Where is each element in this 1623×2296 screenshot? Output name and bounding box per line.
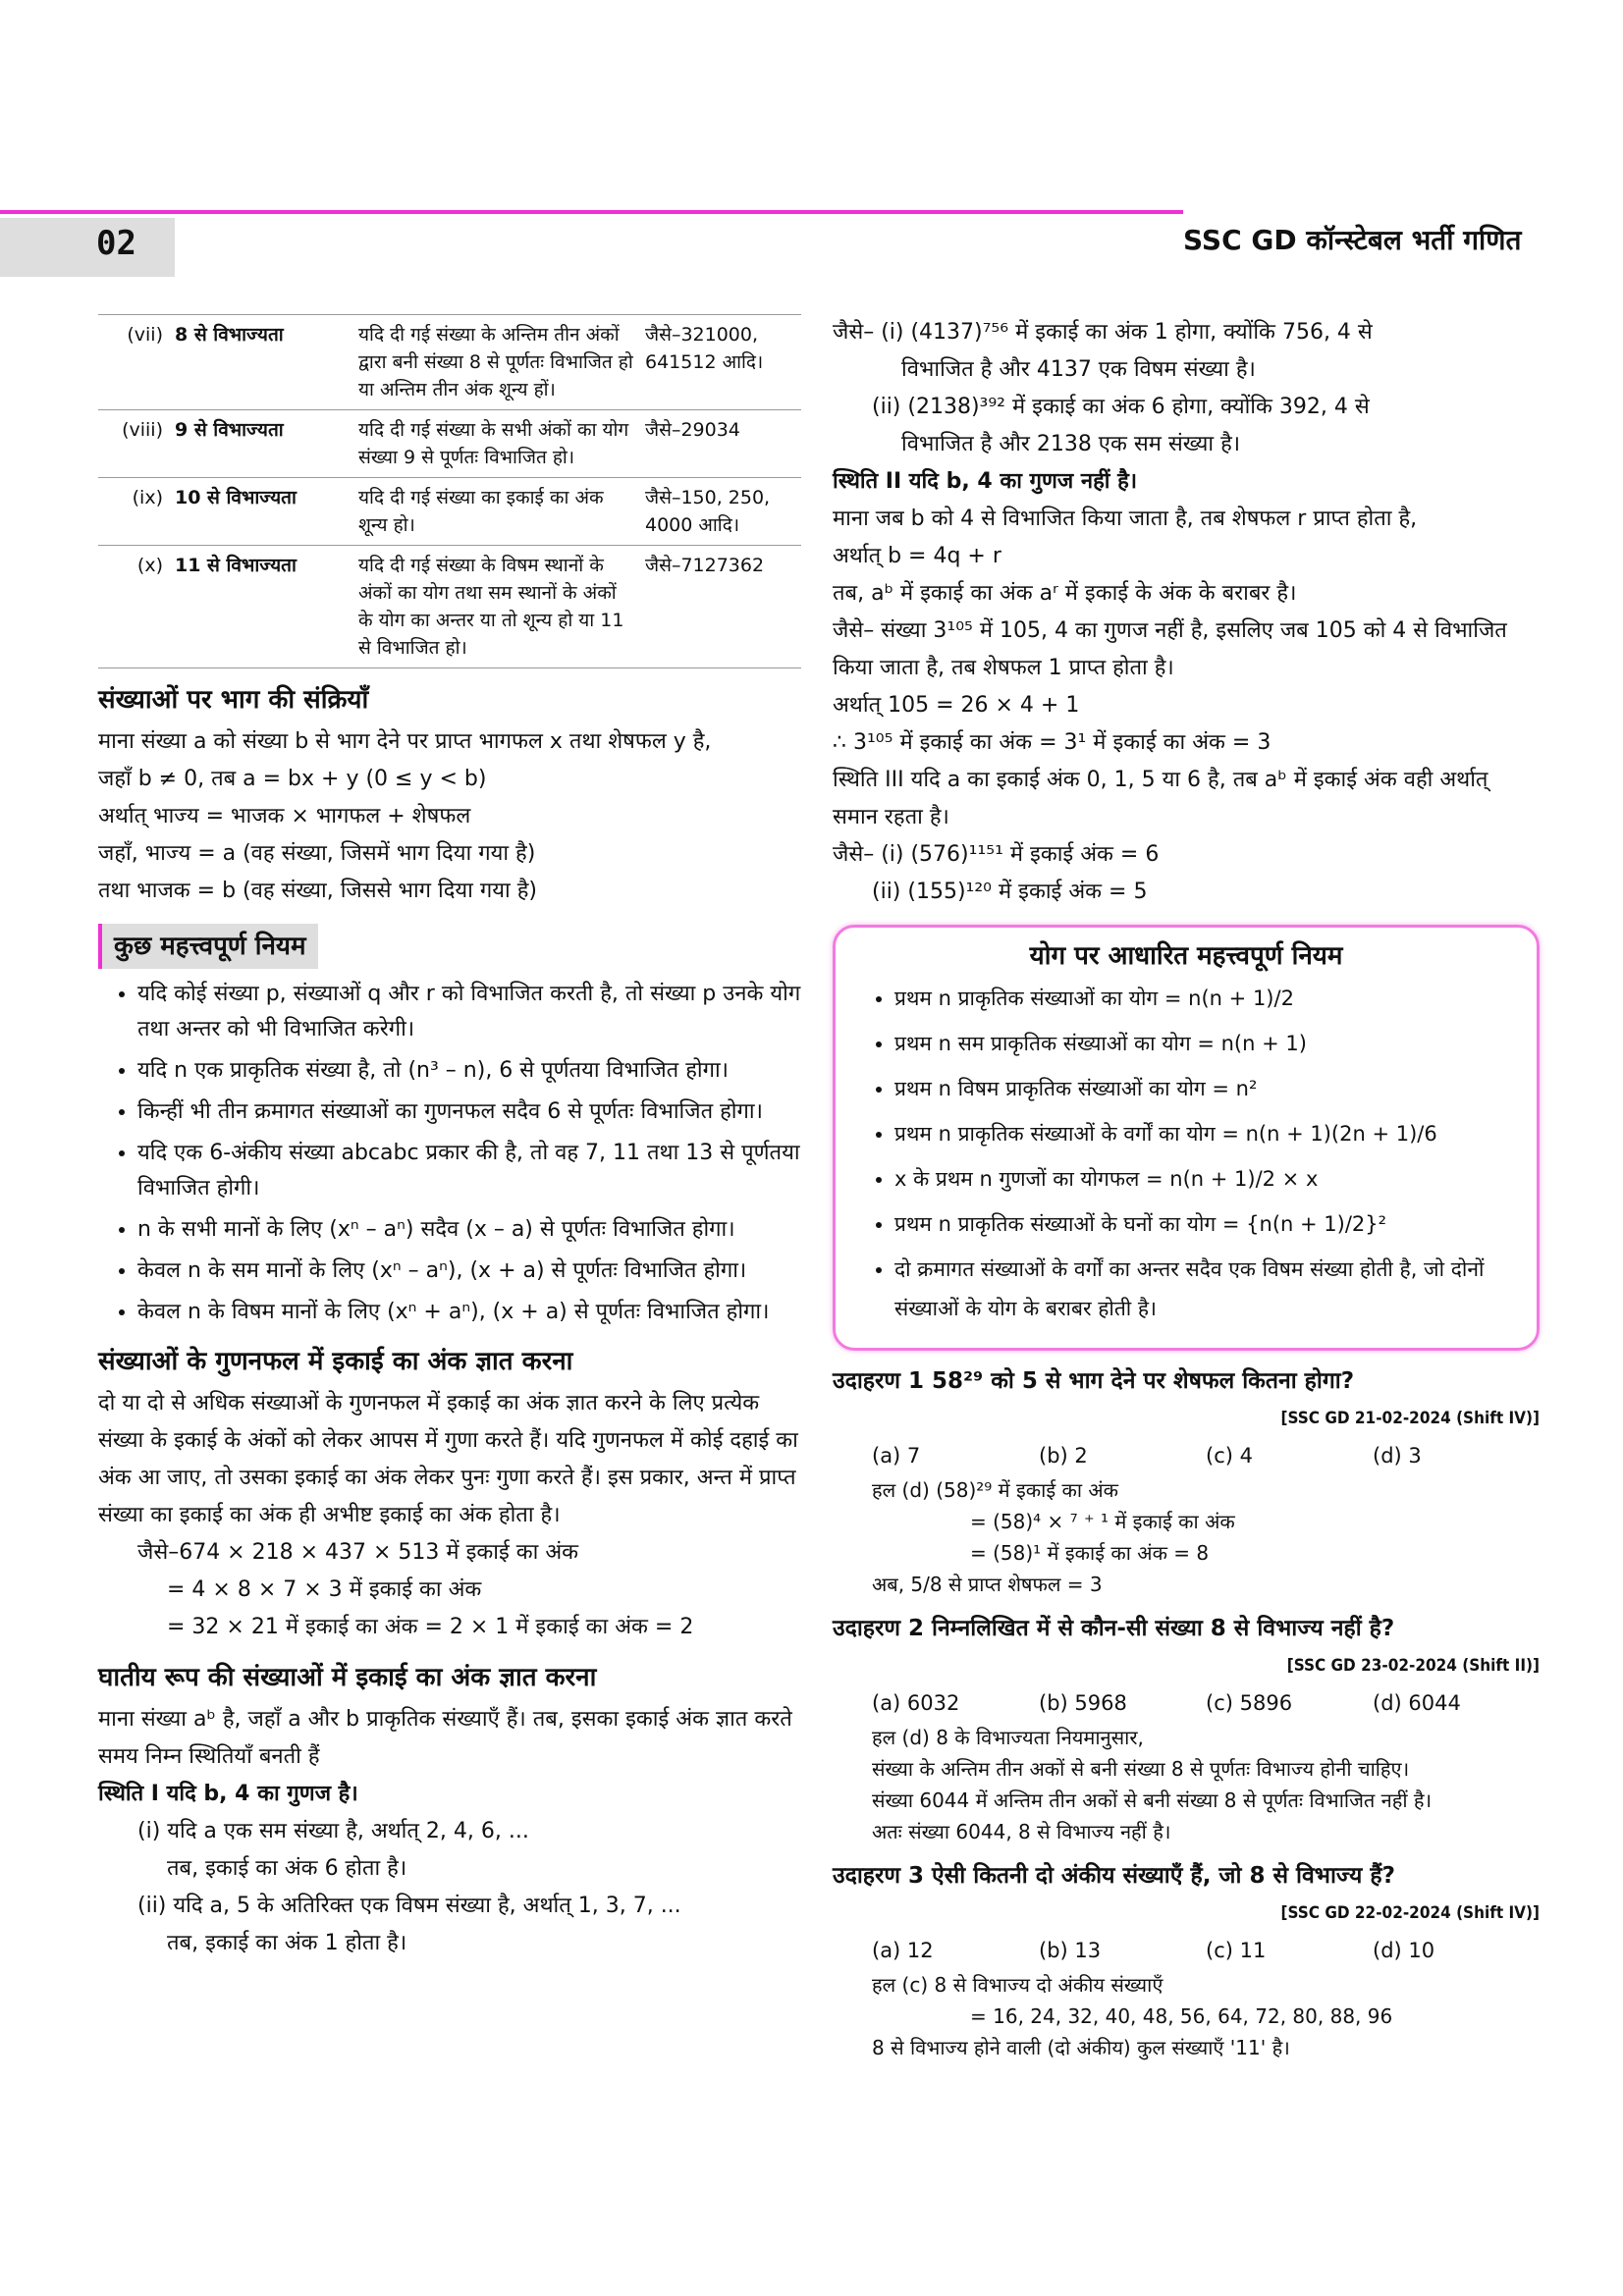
list-item: • केवल n के विषम मानों के लिए (xⁿ + aⁿ), (x + a) से पूर्णतः विभाजित होगा। (137, 1295, 801, 1330)
row-rule: यदि दी गई संख्या के विषम स्थानों के अंकों का योग तथा सम स्थानों के अंकों के योग का अन्तर या तो शून्य हो या 11 से विभाजित हो। (358, 555, 624, 659)
list-item: • प्रथम n प्राकृतिक संख्याओं के वर्गों का योग = n(n + 1)(2n + 1)/6 (894, 1114, 1517, 1153)
row-title: 11 से विभाज्यता (175, 555, 297, 576)
example-line: विभाजित है और 2138 एक सम संख्या है। (901, 432, 1241, 456)
case1-line: (ii) यदि a, 5 के अतिरिक्त एक विषम संख्या है, अर्थात् 1, 3, 7, ... (137, 1894, 681, 1918)
option: (b) 2 (1039, 1444, 1088, 1468)
solution-line: = 16, 24, 32, 40, 48, 56, 64, 72, 80, 88, 96 (970, 2004, 1393, 2028)
unit-step: = 4 × 8 × 7 × 3 में इकाई का अंक (167, 1577, 482, 1602)
row-title: 10 से विभाज्यता (175, 487, 297, 508)
division-heading: संख्याओं पर भाग की संक्रियाँ (98, 685, 369, 715)
solution-line: हल (c) 8 से विभाज्य दो अंकीय संख्याएँ (872, 1973, 1163, 1997)
example-question: उदाहरण 3 ऐसी कितनी दो अंकीय संख्याएँ हैं, जो 8 से विभाज्य हैं? (833, 1863, 1395, 1889)
list-item: • n के सभी मानों के लिए (xⁿ – aⁿ) सदैव (x – a) से पूर्णतः विभाजित होगा। (137, 1212, 801, 1248)
case3-heading: स्थिति III यदि a का इकाई अंक 0, 1, 5 या 6 है, तब aᵇ में इकाई अंक वही अर्थात् समान रहता है। (833, 768, 1488, 829)
division-line: जहाँ b ≠ 0, तब a = bx + y (0 ≤ y < b) (98, 767, 487, 791)
divisibility-table (98, 314, 801, 668)
option: (d) 6044 (1373, 1691, 1461, 1715)
example-question: उदाहरण 2 निम्नलिखित में से कौन-सी संख्या 8 से विभाज्य नहीं है? (833, 1616, 1395, 1641)
left-column (98, 314, 801, 1962)
division-line: तथा भाजक = b (वह संख्या, जिससे भाग दिया गया है) (98, 879, 537, 903)
power-para: माना संख्या aᵇ है, जहाँ a और b प्राकृतिक संख्याएँ हैं। तब, इसका इकाई अंक ज्ञात करते समय निम्न स्थितियाँ बनती हैं (98, 1707, 792, 1769)
division-line: अर्थात् भाज्य = भाजक × भागफल + शेषफल (98, 804, 471, 828)
row-number: (ix) (132, 487, 163, 508)
case2-line: अर्थात् 105 = 26 × 4 + 1 (833, 693, 1080, 718)
solution-line: अतः संख्या 6044, 8 से विभाज्य नहीं है। (872, 1820, 1171, 1843)
case2-heading: स्थिति II यदि b, 4 का गुणज नहीं है। (833, 469, 1138, 494)
unit-product-heading: संख्याओं के गुणनफल में इकाई का अंक ज्ञात करना (98, 1347, 573, 1376)
row-number: (x) (136, 555, 163, 576)
case1-line: तब, इकाई का अंक 1 होता है। (167, 1931, 407, 1955)
list-item: • दो क्रमागत संख्याओं के वर्गों का अन्तर सदैव एक विषम संख्या होती है, जो दोनों संख्याओं के योग के बराबर होती है। (894, 1250, 1517, 1328)
solution-line: संख्या के अन्तिम तीन अकों से बनी संख्या 8 से पूर्णतः विभाज्य होनी चाहिए। (872, 1757, 1410, 1781)
solution-line: = (58)⁴ × ⁷ ⁺ ¹ में इकाई का अंक (970, 1510, 1235, 1533)
row-title: 8 से विभाज्यता (175, 324, 284, 346)
table-row (98, 478, 801, 546)
power-heading: घातीय रूप की संख्याओं में इकाई का अंक ज्ञात करना (98, 1663, 597, 1692)
option: (c) 5896 (1206, 1691, 1293, 1715)
unit-product-para: दो या दो से अधिक संख्याओं के गुणनफल में इकाई का अंक ज्ञात करने के लिए प्रत्येक संख्या के इकाई के अंकों को लेकर आपस में गुणा करते हैं। यदि गुणनफल में कोई दहाई का अंक आ जाए, तो उसका इकाई का अंक लेकर पुनः गुणा करते हैं। इस प्रकार, अन्त में प्राप्त संख्या का इकाई का अंक ही अभीष्ट इकाई का अंक होता है। (98, 1391, 798, 1527)
sum-rules-heading: योग पर आधारित महत्त्वपूर्ण नियम (1029, 941, 1343, 971)
unit-step: जैसे–674 × 218 × 437 × 513 में इकाई का अंक (137, 1540, 579, 1565)
running-header: SSC GD कॉन्स्टेबल भर्ती गणित (1183, 224, 1522, 256)
case1-line: तब, इकाई का अंक 6 होता है। (167, 1856, 407, 1881)
rules-list (98, 977, 801, 1330)
list-item: • x के प्रथम n गुणजों का योगफल = n(n + 1)/2 × x (894, 1159, 1517, 1199)
list-item: • प्रथम n सम प्राकृतिक संख्याओं का योग = n(n + 1) (894, 1024, 1517, 1063)
solution-line: अब, 5/8 से प्राप्त शेषफल = 3 (872, 1573, 1103, 1596)
example-options (833, 1437, 1540, 1474)
sum-rules-list (855, 979, 1517, 1328)
option: (b) 13 (1039, 1939, 1102, 1962)
option: (a) 6032 (872, 1691, 960, 1715)
example-line: विभाजित है और 4137 एक विषम संख्या है। (901, 357, 1256, 382)
row-title: 9 से विभाज्यता (175, 419, 284, 441)
case2-line: माना जब b को 4 से विभाजित किया जाता है, तब शेषफल r प्राप्त होता है, (833, 507, 1418, 531)
example-source: [SSC GD 22-02-2024 (Shift IV)] (1280, 1903, 1540, 1923)
row-rule: यदि दी गई संख्या का इकाई का अंक शून्य हो। (358, 487, 604, 536)
option: (a) 12 (872, 1939, 934, 1962)
option: (a) 7 (872, 1444, 921, 1468)
example-question: उदाहरण 1 58²⁹ को 5 से भाग देने पर शेषफल कितना होगा? (833, 1368, 1355, 1394)
row-example: जैसे–29034 (645, 419, 740, 441)
table-row (98, 546, 801, 668)
row-example: जैसे–321000, 641512 आदि। (645, 324, 764, 373)
solution-line: संख्या 6044 में अन्तिम तीन अकों से बनी संख्या 8 से पूर्णतः विभाजित नहीं है। (872, 1789, 1433, 1812)
example-source: [SSC GD 23-02-2024 (Shift II)] (1286, 1656, 1540, 1676)
division-line: जहाँ, भाज्य = a (वह संख्या, जिसमें भाग दिया गया है) (98, 841, 536, 866)
example-line: (ii) (2138)³⁹² में इकाई का अंक 6 होगा, क्योंकि 392, 4 से (872, 395, 1370, 419)
case1-heading: स्थिति I यदि b, 4 का गुणज है। (98, 1782, 358, 1806)
list-item: • केवल n के सम मानों के लिए (xⁿ – aⁿ), (x + a) से पूर्णतः विभाजित होगा। (137, 1254, 801, 1289)
solution-line: हल (d) 8 के विभाज्यता नियमानुसार, (872, 1726, 1144, 1749)
row-example: जैसे–150, 250, 4000 आदि। (645, 487, 771, 536)
option: (d) 3 (1373, 1444, 1422, 1468)
list-item: • यदि कोई संख्या p, संख्याओं q और r को विभाजित करती है, तो संख्या p उनके योग तथा अन्तर को भी विभाजित करेगी। (137, 977, 801, 1047)
row-rule: यदि दी गई संख्या के अन्तिम तीन अंकों द्वारा बनी संख्या 8 से पूर्णतः विभाजित हो या अन्तिम तीन अंक शून्य हों। (358, 324, 633, 400)
row-number: (viii) (122, 419, 163, 441)
solution-line: 8 से विभाज्य होने वाली (दो अंकीय) कुल संख्याएँ '11' है। (872, 2036, 1290, 2059)
case2-line: ∴ 3¹⁰⁵ में इकाई का अंक = 3¹ में इकाई का अंक = 3 (833, 730, 1271, 755)
row-number: (vii) (127, 324, 163, 346)
list-item: • यदि एक 6-अंकीय संख्या abcabc प्रकार की है, तो वह 7, 11 तथा 13 से पूर्णतया विभाजित होगी। (137, 1136, 801, 1206)
case2-line: तब, aᵇ में इकाई का अंक aʳ में इकाई के अंक के बराबर है। (833, 581, 1297, 606)
list-item: • प्रथम n विषम प्राकृतिक संख्याओं का योग = n² (894, 1069, 1517, 1108)
sum-rules-box (833, 925, 1540, 1351)
table-row (98, 410, 801, 478)
header-rule (0, 210, 1183, 214)
example-options (833, 1684, 1540, 1722)
solution-line: = (58)¹ में इकाई का अंक = 8 (970, 1541, 1210, 1565)
rules-heading: कुछ महत्त्वपूर्ण नियम (98, 924, 318, 969)
example-options (833, 1932, 1540, 1969)
page-number-box (0, 218, 175, 277)
case1-line: (i) यदि a एक सम संख्या है, अर्थात् 2, 4, 6, ... (137, 1819, 529, 1843)
list-item: • प्रथम n प्राकृतिक संख्याओं के घनों का योग = {n(n + 1)/2}² (894, 1204, 1517, 1244)
right-column (833, 314, 1540, 2063)
list-item: • किन्हीं भी तीन क्रमागत संख्याओं का गुणनफल सदैव 6 से पूर्णतः विभाजित होगा। (137, 1095, 801, 1130)
list-item: • यदि n एक प्राकृतिक संख्या है, तो (n³ – n), 6 से पूर्णतया विभाजित होगा। (137, 1053, 801, 1089)
example-source: [SSC GD 21-02-2024 (Shift IV)] (1280, 1409, 1540, 1428)
case3-line: (ii) (155)¹²⁰ में इकाई अंक = 5 (872, 880, 1148, 904)
option: (b) 5968 (1039, 1691, 1127, 1715)
case2-line: अर्थात् b = 4q + r (833, 544, 1001, 568)
table-row (98, 315, 801, 410)
row-rule: यदि दी गई संख्या के सभी अंकों का योग संख्या 9 से पूर्णतः विभाजित हो। (358, 419, 629, 468)
case3-line: जैसे– (i) (576)¹¹⁵¹ में इकाई अंक = 6 (833, 842, 1160, 867)
case2-line: जैसे– संख्या 3¹⁰⁵ में 105, 4 का गुणज नहीं है, इसलिए जब 105 को 4 से विभाजित किया जाता है, तब शेषफल 1 प्राप्त होता है। (833, 618, 1507, 680)
row-example: जैसे–7127362 (645, 555, 765, 576)
division-line: माना संख्या a को संख्या b से भाग देने पर प्राप्त भागफल x तथा शेषफल y है, (98, 729, 712, 754)
example-line: जैसे– (i) (4137)⁷⁵⁶ में इकाई का अंक 1 होगा, क्योंकि 756, 4 से (833, 320, 1373, 345)
option: (d) 10 (1373, 1939, 1435, 1962)
list-item: • प्रथम n प्राकृतिक संख्याओं का योग = n(n + 1)/2 (894, 979, 1517, 1018)
option: (c) 4 (1206, 1444, 1253, 1468)
unit-step: = 32 × 21 में इकाई का अंक = 2 × 1 में इकाई का अंक = 2 (167, 1615, 694, 1639)
solution-line: हल (d) (58)²⁹ में इकाई का अंक (872, 1478, 1119, 1502)
page-number: 02 (96, 224, 136, 263)
option: (c) 11 (1206, 1939, 1267, 1962)
